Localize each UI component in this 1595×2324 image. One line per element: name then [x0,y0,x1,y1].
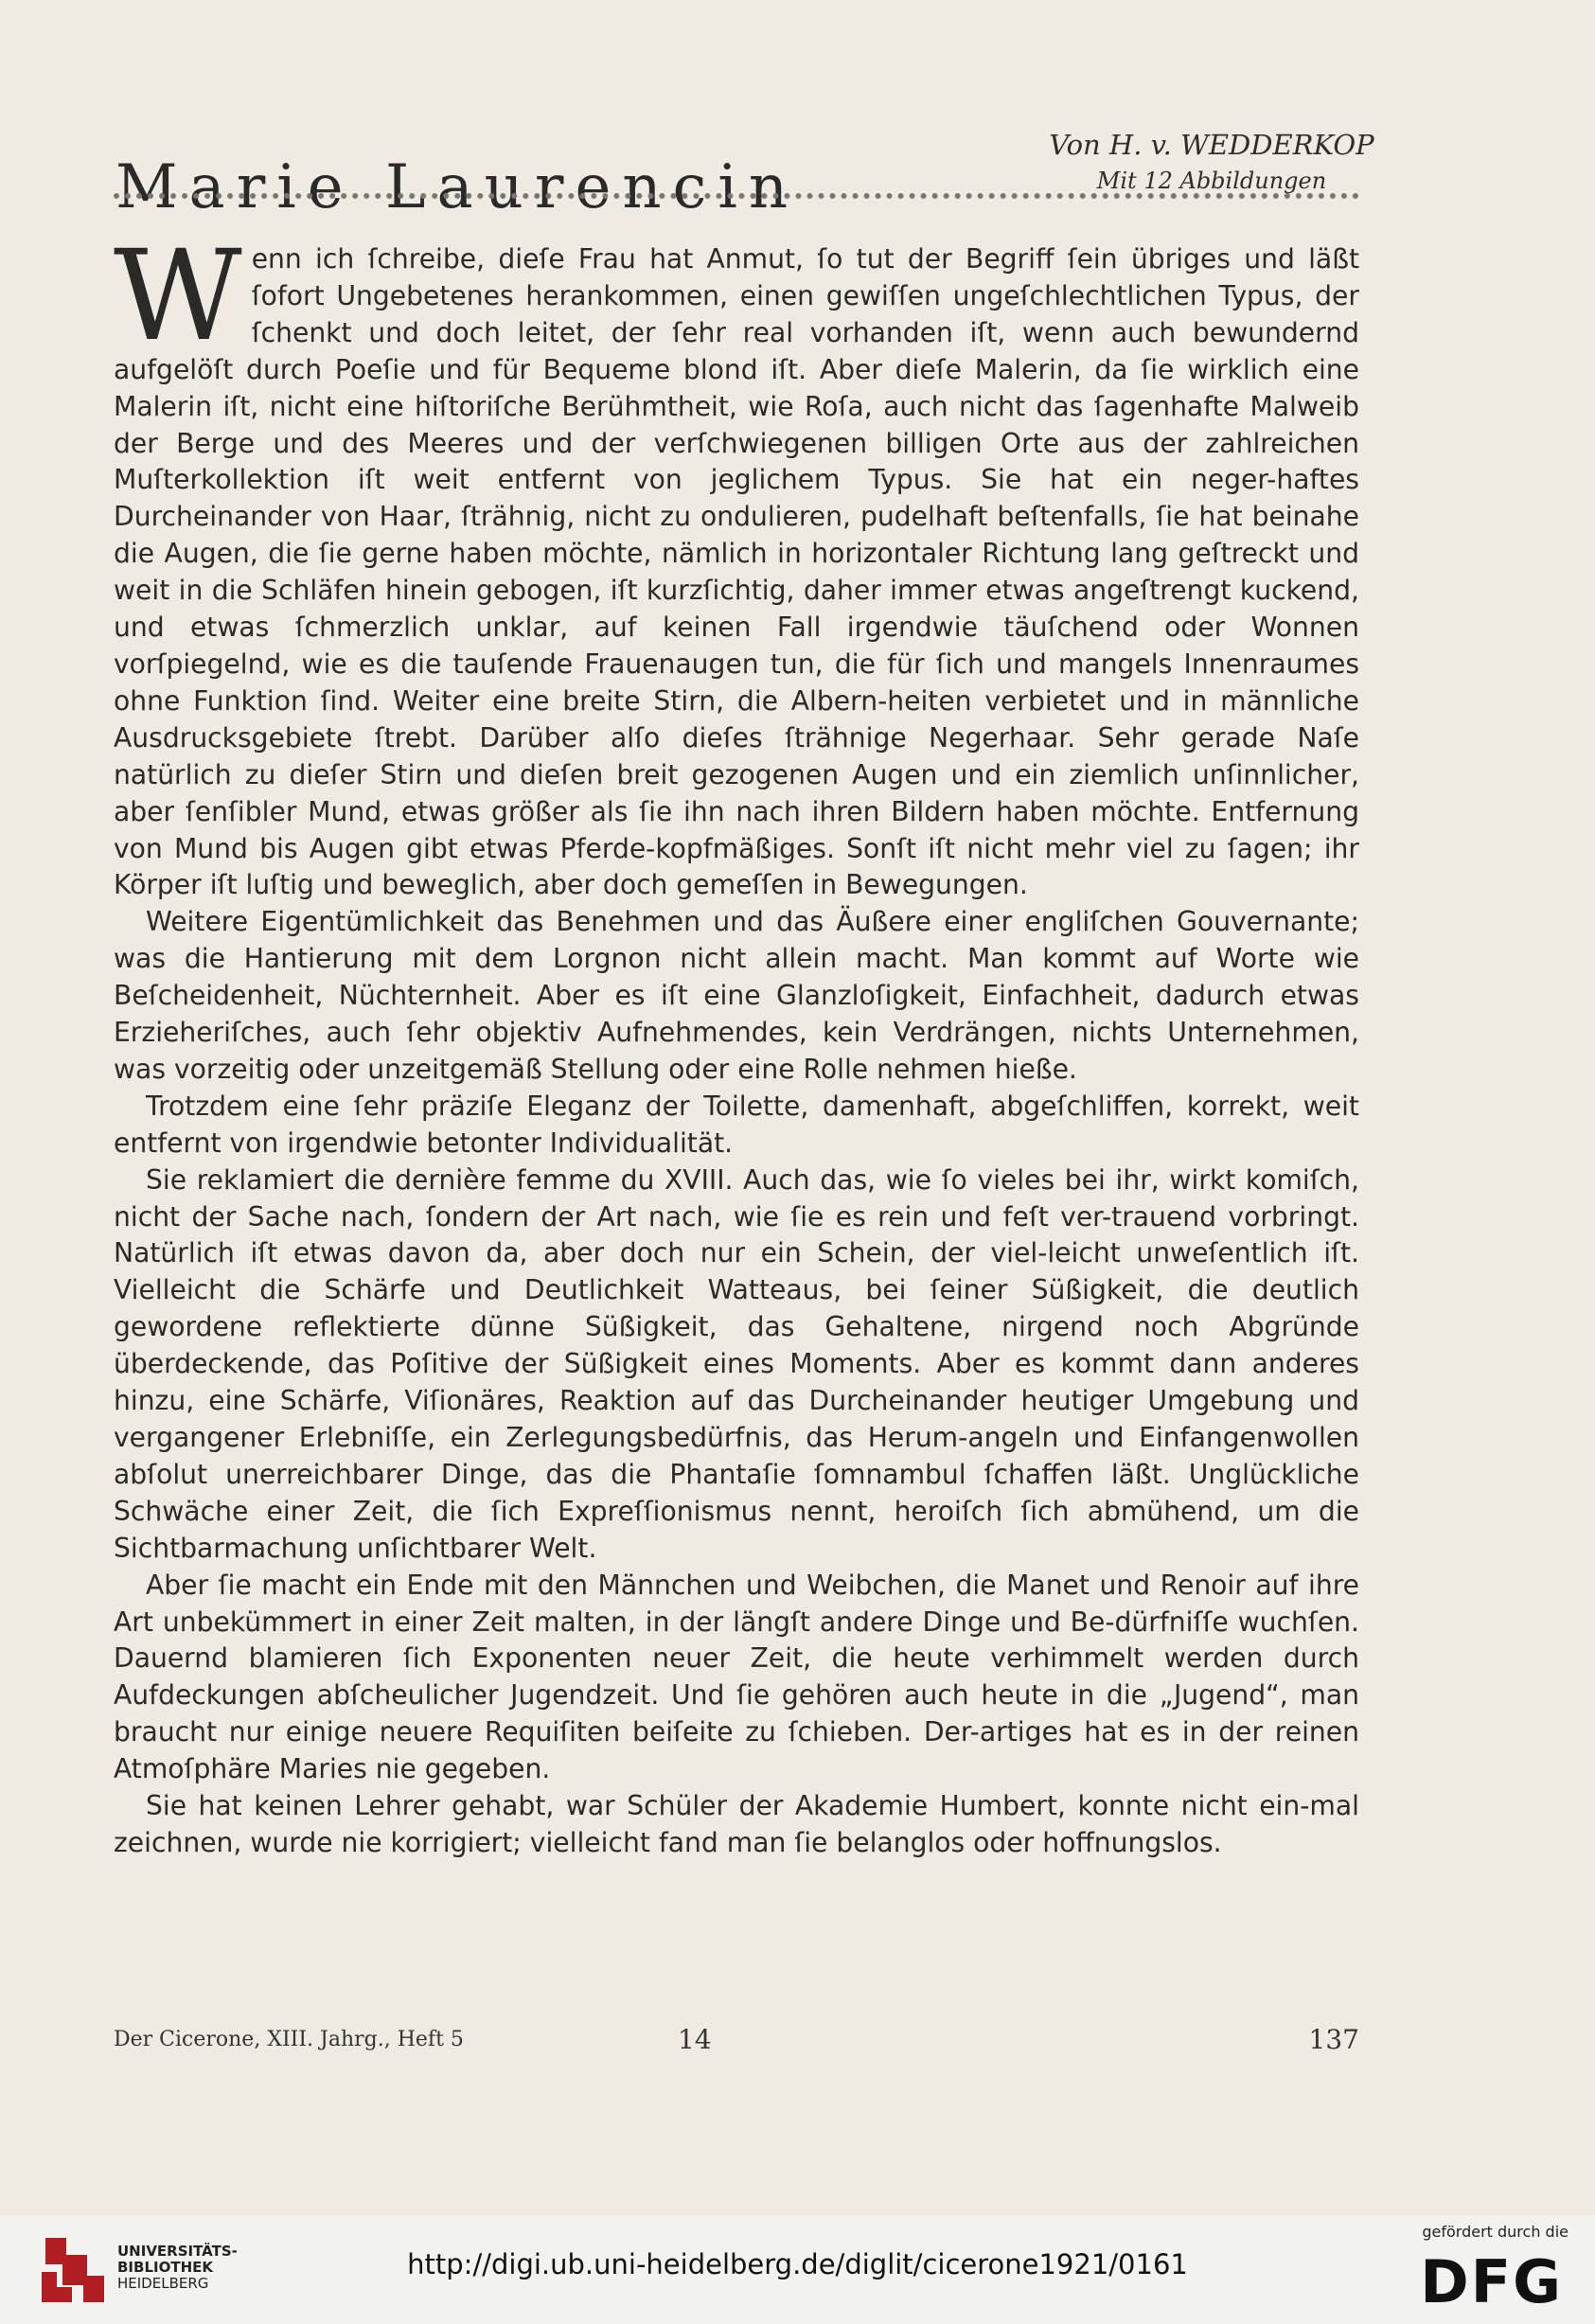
paragraph-5: Aber ſie macht ein Ende mit den Männchen und Weibchen, die Manet und Renoir auf ihre Art unbekümmert in einer Zeit malten, in der längſt andere Dinge und Be-dürfniſſe wuchſen. Dauernd blamieren ſich Exponenten neuer Zeit, die heute verhimmelt werden durch Aufdeckungen abſcheulicher Jugendzeit. Und ſie gehören auch heute in die „Jugend“, man braucht nur einige neuere Requiſiten beiſeite zu ſchieben. Der-artiges hat es in der reinen Atmoſphäre Maries nie gegeben. [114,1569,1359,1785]
library-name-line1: UNIVERSITÄTS- [117,2243,238,2260]
library-logo-icon[interactable] [38,2234,108,2306]
paragraph-3: Trotzdem eine ſehr präziſe Eleganz der Toilette, damenhaft, abgeſchliffen, korrekt, weit entfernt von irgendwie betonter Individualität. [114,1090,1359,1159]
article-body [114,223,1359,1862]
paragraph-6: Sie hat keinen Lehrer gehabt, war Schüler der Akademie Humbert, konnte nicht ein-mal zeichnen, wurde nie korrigiert; vielleicht fand man ſie belanglos oder hoffnungslos. [114,1790,1359,1858]
dotted-divider [114,193,1359,199]
permalink-url[interactable]: http://digi.ub.uni-heidelberg.de/diglit/cicerone1921/0161 [407,2248,1188,2280]
author-line: Von H. v. WEDDERKOP [1049,129,1374,161]
paragraph-1-text: enn ich ſchreibe, dieſe Frau hat Anmut, ſo tut der Begriff ſein übriges und läßt ſofort Ungebetenes herankommen, einen gewiſſen ungeſchlechtlichen Typus, der ſchenkt und doch leitet, der ſehr real vorhanden iſt, wenn auch bewundernd aufgelöſt durch Poeſie und für Bequeme blond iſt. Aber dieſe Malerin, da ſie wirklich eine Malerin iſt, nicht eine hiſtoriſche Berühmtheit, wie Roſa, auch nicht das ſagenhafte Malweib der Berge und des Meeres und der verſchwiegenen billigen Orte aus der zahlreichen Muſterkollektion iſt weit entfernt von jeglichem Typus. Sie hat ein neger-haftes Durcheinander von Haar, ſträhnig, nicht zu ondulieren, pudelhaft beſtenfalls, ſie hat beinahe die Augen, die ſie gerne haben möchte, nämlich in horizontaler Richtung lang geſtreckt und weit in die Schläfen hinein gebogen, iſt kurzſichtig, daher immer etwas angeſtrengt kuckend, und etwas ſchmerzlich unklar, auf keinen Fall irgendwie täuſchend oder Wonnen vorſpiegelnd, wie es die tauſende Frauenaugen tun, die für ſich und mangels Innenraumes ohne Funktion ſind. Weiter eine breite Stirn, die Albern-heiten verbietet und in männliche Ausdrucksgebiete ſtrebt. Darüber alſo dieſes ſträhnige Negerhaar. Sehr gerade Naſe natürlich zu dieſer Stirn und dieſen breit gezogenen Augen und ein ziemlich unſinnlicher, aber ſenſibler Mund, etwas größer als ſie ihn nach ihren Bildern haben möchte. Entfernung von Mund bis Augen gibt etwas Pferde-kopfmäßiges. Sonſt iſt nicht mehr viel zu ſagen; ihr Körper iſt luſtig und beweglich, aber doch gemeſſen in Bewegungen. [114,243,1359,901]
dfg-logo[interactable]: DFG [1420,2247,1563,2316]
illustrations-note: Mit 12 Abbildungen [1096,168,1327,194]
drop-cap: W [114,223,242,369]
paragraph-4: Sie reklamiert die dernière femme du XVIII. Auch das, wie ſo vieles bei ihr, wirkt komiſch, nicht der Sache nach, ſondern der Art nach, wie ſie es rein und feſt ver-trauend vorbringt. Natürlich iſt etwas davon da, aber doch nur ein Schein, der viel-leicht unweſentlich iſt. Vielleicht die Schärfe und Deutlichkeit Watteaus, bei ſeiner Süßigkeit, die deutlich gewordene reflektierte dünne Süßigkeit, das Gehaltene, nirgend noch Abgründe überdeckende, das Poſitive der Süßigkeit eines Moments. Aber es kommt dann anderes hinzu, eine Schärfe, Viſionäres, Reaktion auf das Durcheinander heutiger Umgebung und vergangener Erlebniſſe, ein Zerlegungsbedürfnis, das Herum-angeln und Einfangenwollen abſolut unerreichbarer Dinge, das die Phantaſie ſomnambul ſchaffen läßt. Unglückliche Schwäche einer Zeit, die ſich Expreſſionismus nennt, heroiſch ſich abmühend, um die Sichtbarmachung unſichtbarer Welt. [114,1163,1359,1564]
page-footer [114,2024,1359,2066]
byline [1041,127,1382,199]
page-number: 137 [1308,2024,1359,2055]
library-name-line3: HEIDELBERG [117,2275,209,2292]
signature-mark: 14 [678,2024,712,2055]
library-name[interactable] [117,2244,238,2292]
library-name-line2: BIBLIOTHEK [117,2259,213,2276]
journal-citation: Der Cicerone, XIII. Jahrg., Heft 5 [114,2028,464,2051]
paragraph-1 [114,223,1359,904]
article-title: Marie Laurencin [115,151,800,222]
paragraph-2: Weitere Eigentümlichkeit das Benehmen und das Äußere einer engliſchen Gouvernante; was die Hantierung mit dem Lorgnon nicht allein macht. Man kommt auf Worte wie Beſcheidenheit, Nüchternheit. Aber es iſt eine Glanzloſigkeit, Einfachheit, dadurch etwas Erzieheriſches, auch ſehr objektiv Aufnehmendes, kein Verdrängen, nichts Unternehmen, was vorzeitig oder unzeitgemäß Stellung oder eine Rolle nehmen hieße. [114,906,1359,1085]
funding-note: gefördert durch die [1422,2223,1568,2241]
